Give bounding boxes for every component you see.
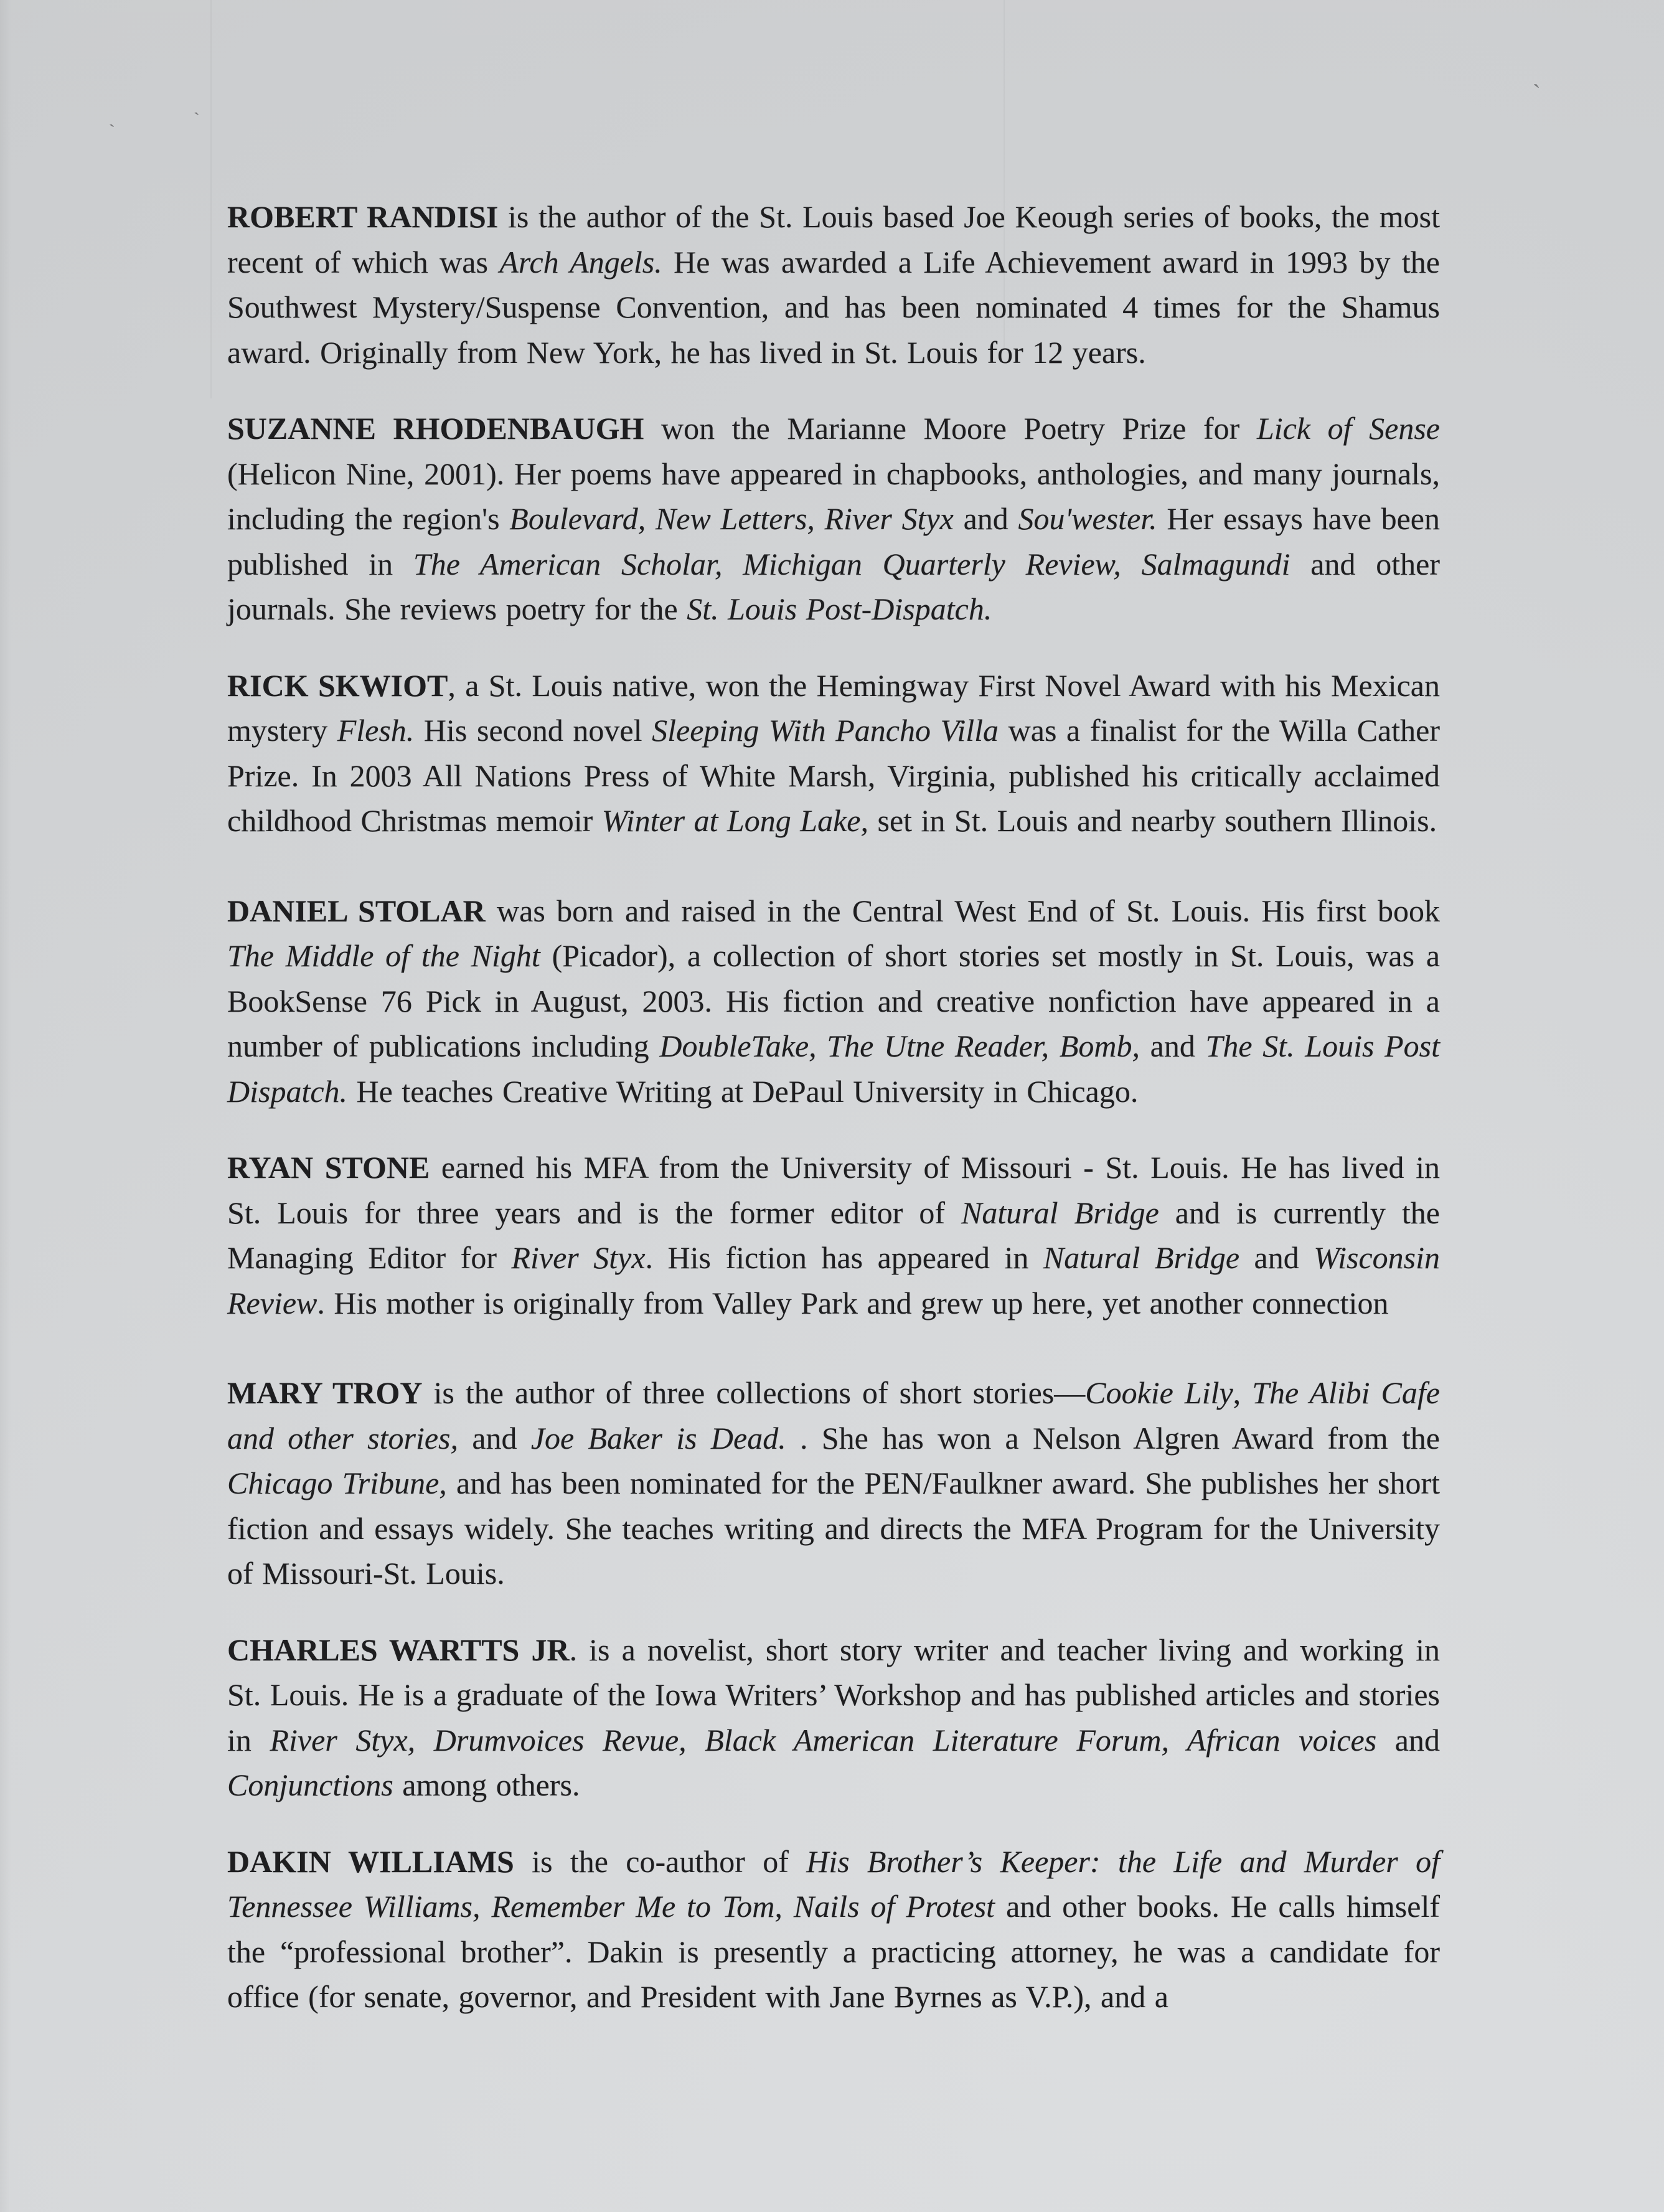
- text-run: . is a novelist, short story writer and teacher living and working in St. Louis. He is a graduate of the Iowa Writers’ Workshop and has published articles and stories in: [227, 1632, 1440, 1758]
- bio-paragraph-ryan-stone: [227, 1145, 1440, 1325]
- work-title: Boulevard, New Letters, River Styx: [509, 501, 954, 536]
- text-run: and has been nominated for the PEN/Faulkner award. She publishes her short fiction and essays widely. She teaches writing and directs the MFA Program for the University of Missouri-St. Louis.: [227, 1466, 1440, 1591]
- work-title: His Brother’s Keeper: the Life and Murder of Tennessee Williams, Remember Me to Tom, Nails of Protest: [227, 1843, 1440, 1924]
- text-run: and other journals. She reviews poetry for the: [227, 546, 1440, 626]
- text-run: . She has won a Nelson Algren Award from the: [786, 1420, 1440, 1456]
- text-run: and other books. He calls himself the “professional brother”. Dakin is presently a practicing attorney, he was a candidate for office (for senate, governor, and President with Jane Byrnes as V.P.), and a: [227, 1889, 1441, 2014]
- bio-paragraph-robert-randisi: [227, 194, 1440, 375]
- work-title: Sleeping With Pancho Villa: [652, 713, 999, 748]
- author-name: ROBERT RANDISI: [227, 199, 499, 234]
- text-run: . His mother is originally from Valley Park and grew up here, yet another connection: [317, 1285, 1389, 1320]
- work-title: Flesh.: [337, 713, 415, 748]
- text-run: He teaches Creative Writing at DePaul University in Chicago.: [347, 1073, 1139, 1109]
- work-title: Arch Angels.: [499, 244, 662, 280]
- text-run: , a St. Louis native, won the Hemingway First Novel Award with his Mexican mystery: [227, 667, 1440, 748]
- text-run: won the Marianne Moore Poetry Prize for: [644, 411, 1257, 446]
- text-run: and: [953, 501, 1018, 536]
- work-title: St. Louis Post-Dispatch.: [687, 591, 992, 626]
- work-title: The St. Louis Post Dispatch.: [227, 1028, 1440, 1109]
- text-run: and: [458, 1420, 531, 1456]
- text-run: is the author of three collections of short stories—: [422, 1375, 1086, 1410]
- author-name: RYAN STONE: [227, 1150, 430, 1185]
- work-title: Chicago Tribune,: [227, 1466, 447, 1500]
- author-name: DAKIN WILLIAMS: [227, 1843, 514, 1879]
- work-title: Winter at Long Lake,: [601, 803, 868, 838]
- text-run: (Helicon Nine, 2001). Her poems have appeared in chapbooks, anthologies, and many journals, including the region's: [227, 456, 1440, 536]
- work-title: Natural Bridge: [961, 1195, 1159, 1230]
- text-run: and: [1376, 1722, 1440, 1758]
- bio-paragraph-suzanne-rhodenbaugh: [227, 406, 1440, 632]
- author-name: RICK SKWIOT: [227, 667, 448, 703]
- text-run: is the co-author of: [514, 1843, 807, 1879]
- work-title: DoubleTake, The Utne Reader, Bomb,: [659, 1028, 1140, 1063]
- bio-paragraph-daniel-stolar: [227, 888, 1440, 1114]
- bio-paragraph-rick-skwiot: [227, 663, 1440, 844]
- work-title: Natural Bridge: [1043, 1240, 1240, 1275]
- text-run: and: [1140, 1028, 1206, 1063]
- text-run: set in St. Louis and nearby southern Illinois.: [868, 803, 1437, 838]
- text-run: and: [1239, 1240, 1314, 1275]
- work-title: Cookie Lily: [1085, 1375, 1233, 1410]
- work-title: River Styx: [511, 1240, 646, 1275]
- bio-paragraph-mary-troy: [227, 1370, 1440, 1596]
- work-title: Conjunctions: [227, 1767, 393, 1802]
- text-run: among others.: [393, 1767, 580, 1802]
- text-run: ,: [1233, 1375, 1253, 1410]
- bio-paragraph-dakin-williams: [227, 1839, 1440, 2020]
- text-run: . His fiction has appeared in: [645, 1240, 1043, 1275]
- work-title: River Styx, Drumvoices Revue, Black American Literature Forum, African voices: [270, 1722, 1377, 1758]
- work-title: The Middle of the Night: [227, 938, 540, 973]
- text-run: (Picador), a collection of short stories set mostly in St. Louis, was a BookSense 76 Pick in August, 2003. His fiction and creative nonfiction have appeared in a number of publications including: [227, 938, 1441, 1063]
- text-run: was a finalist for the Willa Cather Prize. In 2003 All Nations Press of White Marsh, Virginia, published his critically acclaimed childhood Christmas memoir: [227, 713, 1440, 838]
- text-run: He was awarded a Life Achievement award in 1993 by the Southwest Mystery/Suspense Convention, and has been nominated 4 times for the Shamus award. Originally from New York, he has lived in St. Louis for 12 years.: [227, 244, 1440, 370]
- bio-list: [227, 194, 1440, 2020]
- text-run: earned his MFA from the University of Missouri - St. Louis. He has lived in St. Louis for three years and is the former editor of: [227, 1150, 1440, 1230]
- text-run: was born and raised in the Central West End of St. Louis. His first book: [485, 893, 1441, 928]
- text-run: and is currently the Managing Editor for: [227, 1195, 1440, 1275]
- work-title: The American Scholar, Michigan Quarterly Review, Salmagundi: [413, 546, 1290, 581]
- text-run: His second novel: [414, 713, 652, 748]
- work-title: Sou'wester.: [1018, 501, 1157, 536]
- author-name: SUZANNE RHODENBAUGH: [227, 411, 644, 446]
- work-title: Lick of Sense: [1256, 411, 1441, 446]
- author-name: CHARLES WARTTS JR: [227, 1632, 570, 1667]
- pen-mark-right: ˋ: [1533, 80, 1541, 106]
- text-run: Her essays have been published in: [227, 501, 1440, 581]
- author-name: DANIEL STOLAR: [227, 893, 486, 928]
- work-title: Joe Baker is Dead.: [530, 1420, 786, 1456]
- work-title: Wisconsin Review: [227, 1240, 1440, 1320]
- author-name: MARY TROY: [227, 1375, 423, 1410]
- bio-paragraph-charles-wartts-jr: [227, 1627, 1440, 1808]
- pen-mark-left: ˏ ˎ: [106, 89, 237, 128]
- text-run: is the author of the St. Louis based Joe Keough series of books, the most recent of which was: [227, 199, 1440, 280]
- work-title: The Alibi Cafe and other stories,: [227, 1375, 1440, 1456]
